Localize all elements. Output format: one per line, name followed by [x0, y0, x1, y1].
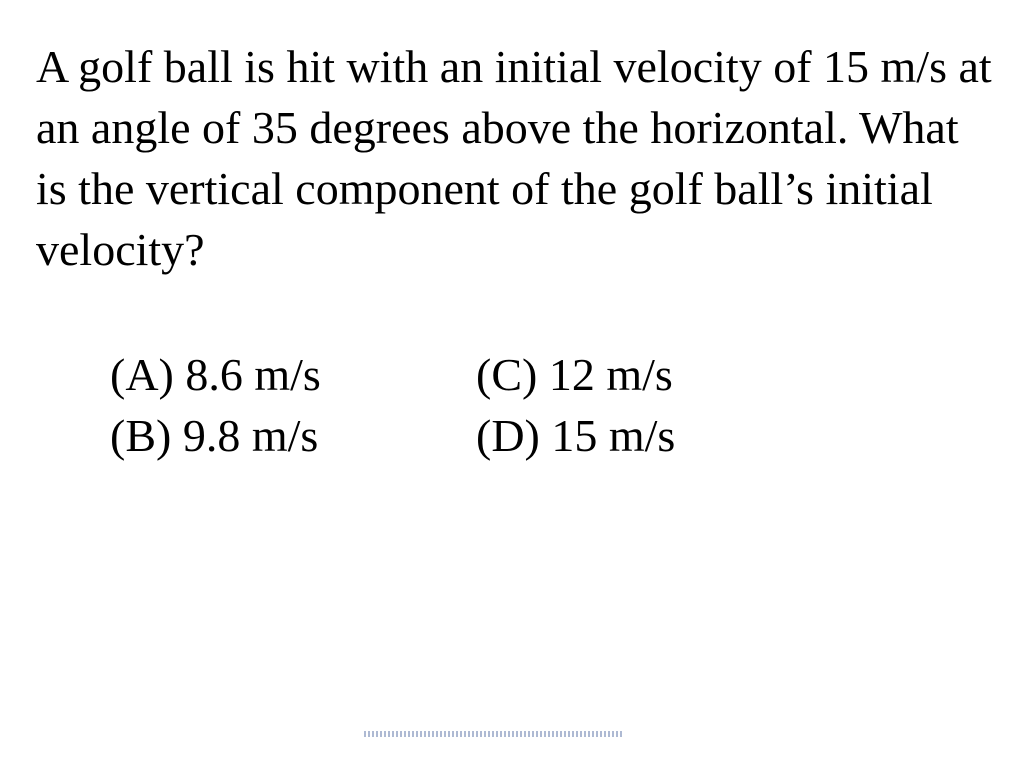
answer-choices [110, 344, 675, 466]
choice-row-1 [110, 344, 675, 405]
footer-watermark [364, 731, 622, 737]
choice-c: (C) 12 m/s [476, 349, 673, 400]
choice-row-2 [110, 405, 675, 466]
choice-b: (B) 9.8 m/s [110, 410, 319, 461]
choice-d: (D) 15 m/s [476, 410, 676, 461]
choice-a: (A) 8.6 m/s [110, 349, 321, 400]
question-text: A golf ball is hit with an initial velocity of 15 m/s at an angle of 35 degrees above the horizontal. What is the vertical component of the golf ball’s initial velocity? [36, 41, 992, 275]
